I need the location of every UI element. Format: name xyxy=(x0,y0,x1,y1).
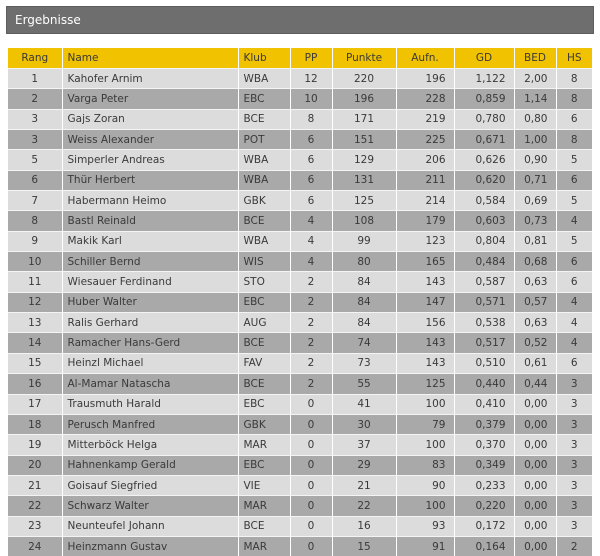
cell-klub: GBK xyxy=(238,414,290,434)
cell-rang: 23 xyxy=(8,516,62,536)
cell-name: Habermann Heimo xyxy=(62,191,238,211)
cell-klub: VIE xyxy=(238,475,290,495)
cell-klub: MAR xyxy=(238,536,290,556)
cell-rang: 3 xyxy=(8,130,62,150)
cell-pp: 0 xyxy=(290,455,332,475)
cell-bed: 0,90 xyxy=(514,150,556,170)
cell-punkte: 16 xyxy=(332,516,396,536)
cell-gd: 1,122 xyxy=(454,69,514,89)
cell-pp: 0 xyxy=(290,496,332,516)
panel-title: Ergebnisse xyxy=(15,13,81,27)
cell-bed: 0,00 xyxy=(514,496,556,516)
cell-hs: 3 xyxy=(556,516,592,536)
cell-klub: WBA xyxy=(238,150,290,170)
cell-name: Schiller Bernd xyxy=(62,252,238,272)
cell-hs: 6 xyxy=(556,272,592,292)
table-row xyxy=(8,333,592,353)
cell-punkte: 99 xyxy=(332,231,396,251)
cell-bed: 0,73 xyxy=(514,211,556,231)
cell-rang: 17 xyxy=(8,394,62,414)
cell-hs: 3 xyxy=(556,455,592,475)
cell-aufn: 93 xyxy=(396,516,454,536)
cell-klub: EBC xyxy=(238,292,290,312)
cell-name: Bastl Reinald xyxy=(62,211,238,231)
cell-gd: 0,780 xyxy=(454,109,514,129)
cell-pp: 0 xyxy=(290,394,332,414)
cell-rang: 21 xyxy=(8,475,62,495)
cell-rang: 15 xyxy=(8,353,62,373)
cell-punkte: 108 xyxy=(332,211,396,231)
cell-name: Kahofer Arnim xyxy=(62,69,238,89)
cell-bed: 0,00 xyxy=(514,414,556,434)
cell-aufn: 147 xyxy=(396,292,454,312)
cell-pp: 2 xyxy=(290,374,332,394)
cell-punkte: 29 xyxy=(332,455,396,475)
cell-hs: 6 xyxy=(556,170,592,190)
table-row xyxy=(8,374,592,394)
col-header-aufn[interactable]: Aufn. xyxy=(396,48,454,69)
table-row xyxy=(8,69,592,89)
cell-rang: 5 xyxy=(8,150,62,170)
cell-rang: 19 xyxy=(8,435,62,455)
cell-hs: 3 xyxy=(556,435,592,455)
col-header-name[interactable]: Name xyxy=(62,48,238,69)
cell-punkte: 80 xyxy=(332,252,396,272)
cell-aufn: 143 xyxy=(396,272,454,292)
cell-aufn: 179 xyxy=(396,211,454,231)
cell-rang: 13 xyxy=(8,313,62,333)
cell-punkte: 41 xyxy=(332,394,396,414)
table-row xyxy=(8,496,592,516)
cell-gd: 0,410 xyxy=(454,394,514,414)
cell-punkte: 125 xyxy=(332,191,396,211)
cell-aufn: 100 xyxy=(396,394,454,414)
cell-bed: 0,52 xyxy=(514,333,556,353)
cell-klub: EBC xyxy=(238,89,290,109)
cell-klub: WBA xyxy=(238,231,290,251)
cell-klub: STO xyxy=(238,272,290,292)
table-row xyxy=(8,191,592,211)
cell-punkte: 30 xyxy=(332,414,396,434)
cell-aufn: 211 xyxy=(396,170,454,190)
table-row xyxy=(8,211,592,231)
cell-name: Thür Herbert xyxy=(62,170,238,190)
cell-pp: 12 xyxy=(290,69,332,89)
cell-hs: 5 xyxy=(556,150,592,170)
cell-aufn: 100 xyxy=(396,435,454,455)
table-row xyxy=(8,394,592,414)
cell-gd: 0,626 xyxy=(454,150,514,170)
cell-klub: AUG xyxy=(238,313,290,333)
cell-gd: 0,233 xyxy=(454,475,514,495)
cell-klub: FAV xyxy=(238,353,290,373)
cell-bed: 0,44 xyxy=(514,374,556,394)
cell-name: Varga Peter xyxy=(62,89,238,109)
cell-gd: 0,484 xyxy=(454,252,514,272)
cell-pp: 0 xyxy=(290,435,332,455)
col-header-gd[interactable]: GD xyxy=(454,48,514,69)
cell-rang: 1 xyxy=(8,69,62,89)
table-row xyxy=(8,272,592,292)
cell-name: Heinzmann Gustav xyxy=(62,536,238,556)
cell-aufn: 219 xyxy=(396,109,454,129)
header-row xyxy=(8,48,592,69)
cell-pp: 4 xyxy=(290,211,332,231)
cell-rang: 12 xyxy=(8,292,62,312)
cell-name: Neunteufel Johann xyxy=(62,516,238,536)
cell-rang: 8 xyxy=(8,211,62,231)
table-row xyxy=(8,435,592,455)
cell-klub: MAR xyxy=(238,496,290,516)
cell-klub: WBA xyxy=(238,69,290,89)
cell-punkte: 84 xyxy=(332,272,396,292)
table-row xyxy=(8,109,592,129)
cell-punkte: 84 xyxy=(332,292,396,312)
panel-header xyxy=(6,6,594,34)
cell-pp: 0 xyxy=(290,475,332,495)
cell-klub: WBA xyxy=(238,170,290,190)
cell-name: Heinzl Michael xyxy=(62,353,238,373)
cell-bed: 0,00 xyxy=(514,475,556,495)
cell-hs: 4 xyxy=(556,292,592,312)
cell-gd: 0,164 xyxy=(454,536,514,556)
cell-gd: 0,370 xyxy=(454,435,514,455)
table-row xyxy=(8,130,592,150)
cell-gd: 0,671 xyxy=(454,130,514,150)
cell-aufn: 143 xyxy=(396,353,454,373)
cell-name: Wiesauer Ferdinand xyxy=(62,272,238,292)
cell-aufn: 143 xyxy=(396,333,454,353)
cell-name: Trausmuth Harald xyxy=(62,394,238,414)
cell-aufn: 79 xyxy=(396,414,454,434)
cell-pp: 8 xyxy=(290,109,332,129)
cell-pp: 4 xyxy=(290,252,332,272)
cell-aufn: 91 xyxy=(396,536,454,556)
col-header-bed[interactable]: BED xyxy=(514,48,556,69)
cell-punkte: 15 xyxy=(332,536,396,556)
cell-rang: 16 xyxy=(8,374,62,394)
cell-pp: 2 xyxy=(290,292,332,312)
cell-pp: 10 xyxy=(290,89,332,109)
cell-klub: BCE xyxy=(238,374,290,394)
cell-rang: 18 xyxy=(8,414,62,434)
cell-punkte: 129 xyxy=(332,150,396,170)
cell-hs: 3 xyxy=(556,374,592,394)
cell-name: Simperler Andreas xyxy=(62,150,238,170)
cell-gd: 0,220 xyxy=(454,496,514,516)
cell-hs: 8 xyxy=(556,130,592,150)
cell-gd: 0,517 xyxy=(454,333,514,353)
cell-aufn: 156 xyxy=(396,313,454,333)
cell-gd: 0,804 xyxy=(454,231,514,251)
cell-rang: 2 xyxy=(8,89,62,109)
table-row xyxy=(8,292,592,312)
cell-klub: EBC xyxy=(238,455,290,475)
cell-bed: 2,00 xyxy=(514,69,556,89)
table-row xyxy=(8,414,592,434)
cell-punkte: 21 xyxy=(332,475,396,495)
col-header-punkte[interactable]: Punkte xyxy=(332,48,396,69)
col-header-hs[interactable]: HS xyxy=(556,48,592,69)
cell-gd: 0,538 xyxy=(454,313,514,333)
cell-hs: 8 xyxy=(556,89,592,109)
cell-hs: 3 xyxy=(556,414,592,434)
cell-klub: POT xyxy=(238,130,290,150)
cell-pp: 4 xyxy=(290,231,332,251)
cell-rang: 6 xyxy=(8,170,62,190)
cell-bed: 0,68 xyxy=(514,252,556,272)
cell-hs: 2 xyxy=(556,536,592,556)
cell-gd: 0,510 xyxy=(454,353,514,373)
table-row xyxy=(8,150,592,170)
cell-hs: 3 xyxy=(556,475,592,495)
cell-aufn: 123 xyxy=(396,231,454,251)
cell-bed: 1,14 xyxy=(514,89,556,109)
cell-pp: 6 xyxy=(290,130,332,150)
cell-klub: BCE xyxy=(238,109,290,129)
cell-gd: 0,584 xyxy=(454,191,514,211)
cell-rang: 9 xyxy=(8,231,62,251)
table-row xyxy=(8,313,592,333)
cell-aufn: 214 xyxy=(396,191,454,211)
table-row xyxy=(8,455,592,475)
cell-bed: 0,00 xyxy=(514,516,556,536)
cell-name: Mitterböck Helga xyxy=(62,435,238,455)
cell-gd: 0,859 xyxy=(454,89,514,109)
cell-rang: 24 xyxy=(8,536,62,556)
cell-pp: 0 xyxy=(290,516,332,536)
cell-hs: 6 xyxy=(556,109,592,129)
cell-pp: 6 xyxy=(290,170,332,190)
cell-gd: 0,571 xyxy=(454,292,514,312)
cell-klub: BCE xyxy=(238,333,290,353)
cell-punkte: 220 xyxy=(332,69,396,89)
cell-pp: 0 xyxy=(290,414,332,434)
cell-bed: 0,63 xyxy=(514,272,556,292)
col-header-klub[interactable]: Klub xyxy=(238,48,290,69)
cell-name: Al-Mamar Natascha xyxy=(62,374,238,394)
table-row xyxy=(8,353,592,373)
cell-name: Ralis Gerhard xyxy=(62,313,238,333)
cell-rang: 3 xyxy=(8,109,62,129)
cell-rang: 7 xyxy=(8,191,62,211)
cell-klub: EBC xyxy=(238,394,290,414)
cell-bed: 0,00 xyxy=(514,435,556,455)
cell-klub: BCE xyxy=(238,516,290,536)
cell-aufn: 196 xyxy=(396,69,454,89)
table-row xyxy=(8,252,592,272)
cell-klub: BCE xyxy=(238,211,290,231)
cell-punkte: 171 xyxy=(332,109,396,129)
cell-hs: 4 xyxy=(556,313,592,333)
cell-hs: 3 xyxy=(556,496,592,516)
cell-bed: 1,00 xyxy=(514,130,556,150)
cell-bed: 0,81 xyxy=(514,231,556,251)
cell-gd: 0,587 xyxy=(454,272,514,292)
cell-name: Goisauf Siegfried xyxy=(62,475,238,495)
cell-klub: GBK xyxy=(238,191,290,211)
cell-pp: 2 xyxy=(290,333,332,353)
cell-bed: 0,00 xyxy=(514,455,556,475)
cell-name: Weiss Alexander xyxy=(62,130,238,150)
cell-klub: MAR xyxy=(238,435,290,455)
cell-hs: 5 xyxy=(556,231,592,251)
cell-bed: 0,00 xyxy=(514,394,556,414)
table-row xyxy=(8,516,592,536)
cell-bed: 0,80 xyxy=(514,109,556,129)
table-row xyxy=(8,475,592,495)
cell-hs: 8 xyxy=(556,69,592,89)
cell-bed: 0,00 xyxy=(514,536,556,556)
cell-gd: 0,172 xyxy=(454,516,514,536)
cell-name: Gajs Zoran xyxy=(62,109,238,129)
cell-aufn: 228 xyxy=(396,89,454,109)
cell-name: Ramacher Hans-Gerd xyxy=(62,333,238,353)
cell-pp: 6 xyxy=(290,150,332,170)
cell-name: Huber Walter xyxy=(62,292,238,312)
cell-hs: 6 xyxy=(556,353,592,373)
cell-aufn: 90 xyxy=(396,475,454,495)
cell-rang: 11 xyxy=(8,272,62,292)
table-row xyxy=(8,536,592,556)
col-header-pp[interactable]: PP xyxy=(290,48,332,69)
results-table xyxy=(8,48,592,556)
cell-gd: 0,620 xyxy=(454,170,514,190)
cell-aufn: 100 xyxy=(396,496,454,516)
cell-hs: 4 xyxy=(556,333,592,353)
cell-name: Perusch Manfred xyxy=(62,414,238,434)
cell-aufn: 225 xyxy=(396,130,454,150)
cell-aufn: 125 xyxy=(396,374,454,394)
cell-hs: 4 xyxy=(556,211,592,231)
cell-gd: 0,379 xyxy=(454,414,514,434)
cell-name: Makik Karl xyxy=(62,231,238,251)
cell-punkte: 37 xyxy=(332,435,396,455)
cell-hs: 3 xyxy=(556,394,592,414)
cell-rang: 10 xyxy=(8,252,62,272)
cell-gd: 0,603 xyxy=(454,211,514,231)
cell-punkte: 22 xyxy=(332,496,396,516)
cell-punkte: 196 xyxy=(332,89,396,109)
cell-punkte: 84 xyxy=(332,313,396,333)
col-header-rang[interactable]: Rang xyxy=(8,48,62,69)
cell-pp: 2 xyxy=(290,313,332,333)
cell-aufn: 83 xyxy=(396,455,454,475)
cell-rang: 20 xyxy=(8,455,62,475)
cell-rang: 22 xyxy=(8,496,62,516)
cell-name: Schwarz Walter xyxy=(62,496,238,516)
cell-punkte: 73 xyxy=(332,353,396,373)
cell-pp: 2 xyxy=(290,272,332,292)
cell-punkte: 131 xyxy=(332,170,396,190)
cell-punkte: 74 xyxy=(332,333,396,353)
cell-name: Hahnenkamp Gerald xyxy=(62,455,238,475)
cell-bed: 0,63 xyxy=(514,313,556,333)
cell-bed: 0,57 xyxy=(514,292,556,312)
table-row xyxy=(8,170,592,190)
cell-punkte: 151 xyxy=(332,130,396,150)
cell-hs: 6 xyxy=(556,252,592,272)
cell-pp: 2 xyxy=(290,353,332,373)
cell-gd: 0,440 xyxy=(454,374,514,394)
table-row xyxy=(8,89,592,109)
cell-hs: 5 xyxy=(556,191,592,211)
cell-aufn: 206 xyxy=(396,150,454,170)
table-row xyxy=(8,231,592,251)
cell-aufn: 165 xyxy=(396,252,454,272)
cell-gd: 0,349 xyxy=(454,455,514,475)
cell-bed: 0,61 xyxy=(514,353,556,373)
cell-punkte: 55 xyxy=(332,374,396,394)
cell-rang: 14 xyxy=(8,333,62,353)
cell-pp: 0 xyxy=(290,536,332,556)
cell-bed: 0,71 xyxy=(514,170,556,190)
cell-klub: WIS xyxy=(238,252,290,272)
cell-bed: 0,69 xyxy=(514,191,556,211)
cell-pp: 6 xyxy=(290,191,332,211)
